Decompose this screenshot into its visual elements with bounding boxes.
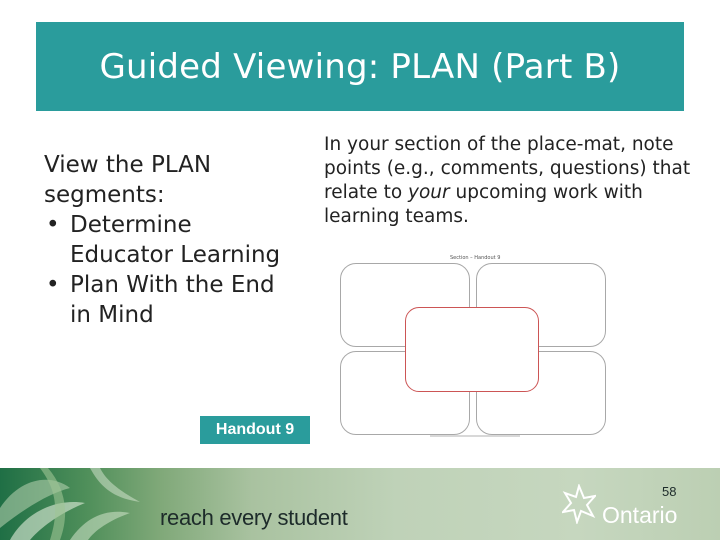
placemat-header: Section – Handout 9: [450, 255, 501, 261]
bullet-dot: •: [46, 272, 60, 298]
left-text-block: [44, 150, 294, 330]
instruction-text-end: upcoming work with learning teams.: [324, 182, 643, 227]
bullet-list: [44, 210, 294, 330]
instruction-emphasis: your: [408, 182, 450, 203]
title-bar: [36, 22, 684, 111]
page-number: 58: [662, 484, 677, 499]
instruction-text: [324, 133, 694, 229]
leaf-decoration-icon: [0, 468, 160, 540]
ontario-trillium-logo-icon: [562, 484, 596, 524]
handout-badge: Handout 9: [200, 416, 310, 444]
intro-text: View the PLAN segments:: [44, 152, 212, 208]
instruction-text-start: In your section of the place-mat, note points (e.g., comments, questions) that relate to: [324, 134, 691, 203]
placemat-center: [405, 307, 539, 392]
bullet-item: [44, 270, 294, 330]
bullet-text: Plan With the End in Mind: [70, 272, 275, 328]
bullet-text: Determine Educator Learning: [70, 212, 281, 268]
placemat-diagram: [338, 255, 608, 439]
slide-title: Guided Viewing: PLAN (Part B): [99, 46, 621, 87]
footer-tagline: reach every student: [160, 505, 348, 530]
bullet-item: [44, 210, 294, 270]
bullet-dot: •: [46, 212, 60, 238]
ontario-wordmark: Ontario: [602, 502, 678, 528]
placemat-footer-line: [430, 435, 520, 437]
